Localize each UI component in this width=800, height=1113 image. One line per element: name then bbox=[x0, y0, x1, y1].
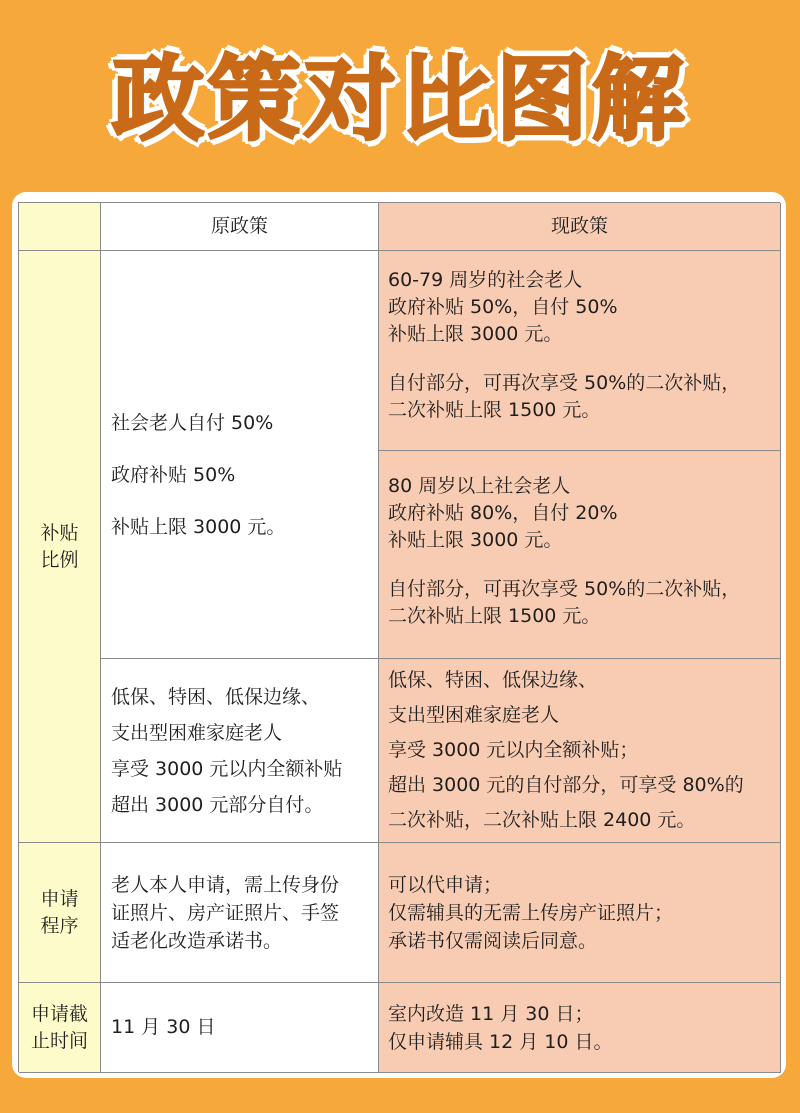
text-line: 政府补贴 80%，自付 20% bbox=[388, 502, 618, 524]
text-line: 可以代申请； bbox=[388, 873, 503, 896]
text-line: 享受 3000 元以内全额补贴； bbox=[388, 739, 639, 761]
header-old-policy: 原政策 bbox=[101, 203, 379, 251]
text-line: 补贴上限 3000 元。 bbox=[111, 515, 286, 538]
row-label-line: 程序 bbox=[40, 914, 79, 937]
policy-comparison-table bbox=[18, 202, 780, 1072]
text-line: 仅申请辅具 12 月 10 日。 bbox=[388, 1030, 613, 1053]
text-line: 享受 3000 元以内全额补贴 bbox=[111, 757, 343, 780]
text-line: 60-79 周岁的社会老人 bbox=[388, 269, 583, 291]
new-subsidy-80-plus bbox=[379, 451, 781, 659]
text-line: 超出 3000 元部分自付。 bbox=[111, 793, 324, 816]
header-new-policy: 现政策 bbox=[379, 203, 781, 251]
new-deadline bbox=[379, 983, 781, 1073]
text-line: 11 月 30 日 bbox=[111, 1016, 216, 1038]
text-line: 支出型困难家庭老人 bbox=[111, 721, 283, 744]
text-line: 二次补贴，二次补贴上限 2400 元。 bbox=[388, 809, 696, 831]
row-label-line: 比例 bbox=[40, 548, 79, 571]
new-application-procedure bbox=[379, 843, 781, 983]
row-label-line: 申请截 bbox=[30, 1002, 88, 1025]
text-line: 适老化改造承诺书。 bbox=[111, 929, 283, 952]
new-subsidy-60-79 bbox=[379, 251, 781, 451]
text-line: 社会老人自付 50% bbox=[111, 411, 274, 434]
text-line: 二次补贴上限 1500 元。 bbox=[388, 399, 601, 421]
text-line: 政府补贴 50% bbox=[111, 463, 236, 486]
text-line: 自付部分，可再次享受 50%的二次补贴， bbox=[388, 372, 741, 394]
old-application-procedure bbox=[101, 843, 379, 983]
text-line: 自付部分，可再次享受 50%的二次补贴， bbox=[388, 578, 741, 600]
table-corner-cell bbox=[19, 203, 101, 251]
new-subsidy-low-income bbox=[379, 659, 781, 843]
text-line: 证照片、房产证照片、手签 bbox=[111, 901, 340, 924]
text-line: 室内改造 11 月 30 日； bbox=[388, 1002, 594, 1025]
old-subsidy-general bbox=[101, 251, 379, 659]
text-line: 补贴上限 3000 元。 bbox=[388, 529, 563, 551]
row-label-deadline bbox=[19, 983, 101, 1073]
page-title: 政策对比图解 bbox=[111, 46, 688, 153]
row-label-line: 止时间 bbox=[30, 1029, 88, 1052]
row-label-subsidy-ratio bbox=[19, 251, 101, 843]
text-line: 政府补贴 50%，自付 50% bbox=[388, 296, 618, 318]
text-line: 低保、特困、低保边缘、 bbox=[111, 685, 321, 708]
text-line: 80 周岁以上社会老人 bbox=[388, 475, 571, 497]
row-label-line: 申请 bbox=[40, 887, 79, 910]
text-line: 承诺书仅需阅读后同意。 bbox=[388, 929, 598, 952]
text-line: 仅需辅具的无需上传房产证照片； bbox=[388, 901, 674, 924]
text-line: 补贴上限 3000 元。 bbox=[388, 323, 563, 345]
text-line: 超出 3000 元的自付部分，可享受 80%的 bbox=[388, 774, 744, 796]
old-subsidy-low-income bbox=[101, 659, 379, 843]
text-line: 支出型困难家庭老人 bbox=[388, 704, 560, 726]
row-label-line: 补贴 bbox=[40, 521, 79, 544]
old-deadline bbox=[101, 983, 379, 1073]
text-line: 低保、特困、低保边缘、 bbox=[388, 669, 598, 691]
text-line: 老人本人申请，需上传身份 bbox=[111, 873, 340, 896]
text-line: 二次补贴上限 1500 元。 bbox=[388, 605, 601, 627]
row-label-application-procedure bbox=[19, 843, 101, 983]
